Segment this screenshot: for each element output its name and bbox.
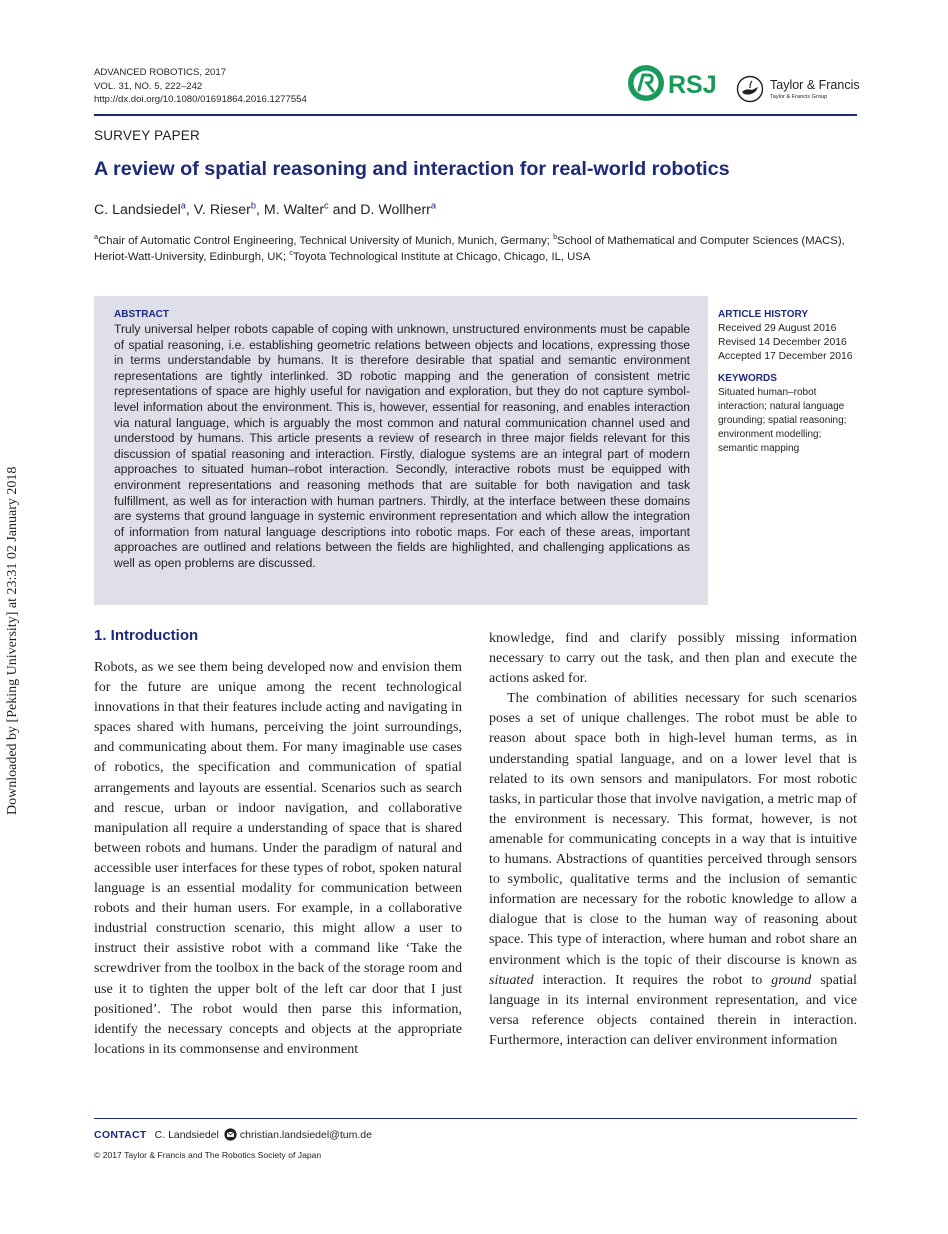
affiliations [94,234,864,265]
affiliation-c: Toyota Technological Institute at Chicago, Chicago, IL, USA [292,250,591,263]
author-affiliation-mark: a [180,200,186,211]
affiliation-mark: c [289,247,293,257]
keyword-list: Situated human–robot interaction; natural language grounding; spatial reasoning; environment modelling; semantic mapping [718,387,847,454]
contact-label: CONTACT [94,1129,147,1141]
author-affiliation-mark: c [324,200,329,211]
emphasis-situated: situated [489,971,534,988]
section-heading-introduction: 1. Introduction [94,627,199,644]
journal-volume: VOL. 31, NO. 5, 222–242 [94,80,203,92]
abstract-heading: ABSTRACT [114,309,169,320]
affiliation-b: School of Mathematical and Computer Sciences (MACS), Heriot-Watt-University, Edinburgh, UK; [94,235,845,263]
revised-date: Revised 14 December 2016 [718,337,847,348]
received-date: Received 29 August 2016 [718,323,837,334]
paragraph-text: The combination of abilities necessary for such scenarios poses a set of unique challenges. The robot must be able to reason about space both in high-level human terms, as in understanding spatial language, and on a lower level that is related to its own sensors and manipulators. For most robotic tasks, in particular those that involve navigation, a metric map of the environment is necessary. This format, however, is not amenable for communicating concepts in a way that is intuitive to humans. Abstractions of quantities perceived through sensors to symbolic, qualitative terms and the inclusion of semantic information are necessary for the robotic knowledge to allow a dialogue that is close to the human way of reasoning about space. This type of interaction, where human and robot share an environment which is the topic of their discourse is known as [489,690,857,968]
affiliation-mark: b [553,232,558,242]
rsj-logo-icon [626,63,721,103]
body-column-right [489,628,857,1050]
paragraph-text: interaction. It requires the robot to [533,971,772,988]
taylor-francis-logo [736,75,858,105]
accepted-date: Accepted 17 December 2016 [718,351,853,362]
author-name: C. Landsiedel [94,202,181,218]
journal-name: ADVANCED ROBOTICS, 2017 [94,67,227,78]
intro-paragraph-2 [489,688,857,1050]
author-name: D. Wollherr [360,202,431,218]
copyright: © 2017 Taylor & Francis and The Robotics Society of Japan [94,1150,322,1160]
contact-name: C. Landsiedel [154,1129,219,1141]
article-history-heading: ARTICLE HISTORY [718,309,809,320]
oil-lamp-icon [736,75,764,103]
author-affiliation-mark: a [430,200,437,211]
journal-info [94,66,307,107]
affiliation-a: Chair of Automatic Control Engineering, Technical University of Munich, Munich, Germany; [98,235,550,247]
contact-line [94,1128,372,1141]
intro-paragraph-1-continued: knowledge, find and clarify possibly missing information necessary to carry out the task, and then plan and execute the actions asked for. [489,630,857,687]
abstract-box [94,296,708,605]
header-divider [94,114,857,116]
emphasis-ground: ground [771,971,812,988]
contact-email[interactable]: christian.landsiedel@tum.de [239,1129,372,1141]
author-name: V. Rieser [193,202,251,218]
section-type: SURVEY PAPER [94,128,200,143]
publisher-wordmark: Taylor & Francis [770,78,860,92]
publisher-group: Taylor & Francis Group [770,94,828,100]
footer-divider [94,1118,857,1119]
download-watermark: Downloaded by [Peking University] at 23:31 02 January 2018 [5,466,20,815]
body-column-left [94,657,462,1059]
publisher-logos [626,63,858,109]
email-icon [224,1128,237,1141]
author-separator: , [185,202,194,218]
affiliation-mark: a [94,232,99,242]
intro-paragraph-1: Robots, as we see them being developed now and envision them for the future are unique among the recent technological innovations in that their features include acting and navigating in spaces shared with humans, perceiving the joint surroundings, and communicating about them. For many imaginable use cases of robotics, the specification and communication of spatial arrangements and layouts are essential. Scenarios such as search and rescue, urban or indoor navigation, and collaborative manipulation all require a understanding of space that is shared between robots and humans. Under the paradigm of natural and accessible user interfaces for these types of robot, spoken natural language is an essential modality for communication between robots and their human users. For example, in a collaborative industrial construction scenario, this might allow a user to instruct their assistive robot with a command like ‘Take the screwdriver from the toolbox in the back of the storage room and use it to tighten the upper bolt of the left car door that I just positioned’. The robot would then parse this information, identify the necessary concepts and objects at the appropriate locations in its commonsense and environment [94,659,462,1057]
author-affiliation-mark: b [250,200,256,211]
keywords-heading: KEYWORDS [718,373,777,384]
abstract-text: Truly universal helper robots capable of coping with unknown, unstructured environments must be capable of spatial reasoning, i.e. establishing geometric relations between objects and locations, expressing those in terms understandable by humans. It is therefore desirable that spatial and semantic environment representations are tightly interlinked. 3D robotic mapping and the generation of consistent metric representations of space are highly useful for navigation and exploration, but they do not capture symbol-level information about the environment. This is, however, essential for reasoning, and enables interaction via natural language, which is arguably the most common and natural communication channel used and understood by humans. This article presents a review of research in three major fields relevant for this discussion of spatial reasoning and interaction. Firstly, dialogue systems are an integral part of modern approaches to situated human–robot interaction. Secondly, interactive robots must be equipped with environment representations and reasoning methods that are suitable for both navigation and task fulfillment, as well as for interaction with human partners. Thirdly, at the interface between these domains are systems that ground language in systemic environment representation and which allow the integration of information from natural language descriptions into robotic maps. For each of these areas, important approaches are outlined and relations between the fields are highlighted, and challenging applications as well as open problems are discussed. [114,322,690,570]
paragraph-text: spatial language in its internal environment representation, and vice versa reference objects contained therein in interaction. Furthermore, interaction can deliver environment information [489,971,857,1048]
author-separator: and [328,202,361,218]
doi-link[interactable]: http://dx.doi.org/10.1080/01691864.2016.1277554 [94,94,307,105]
author-list [94,202,436,218]
paper-title: A review of spatial reasoning and interaction for real-world robotics [94,158,730,180]
article-sidebar [718,308,858,456]
author-separator: , [255,202,264,218]
rsj-label: RSJ [668,71,717,99]
author-name: M. Walter [263,202,325,218]
